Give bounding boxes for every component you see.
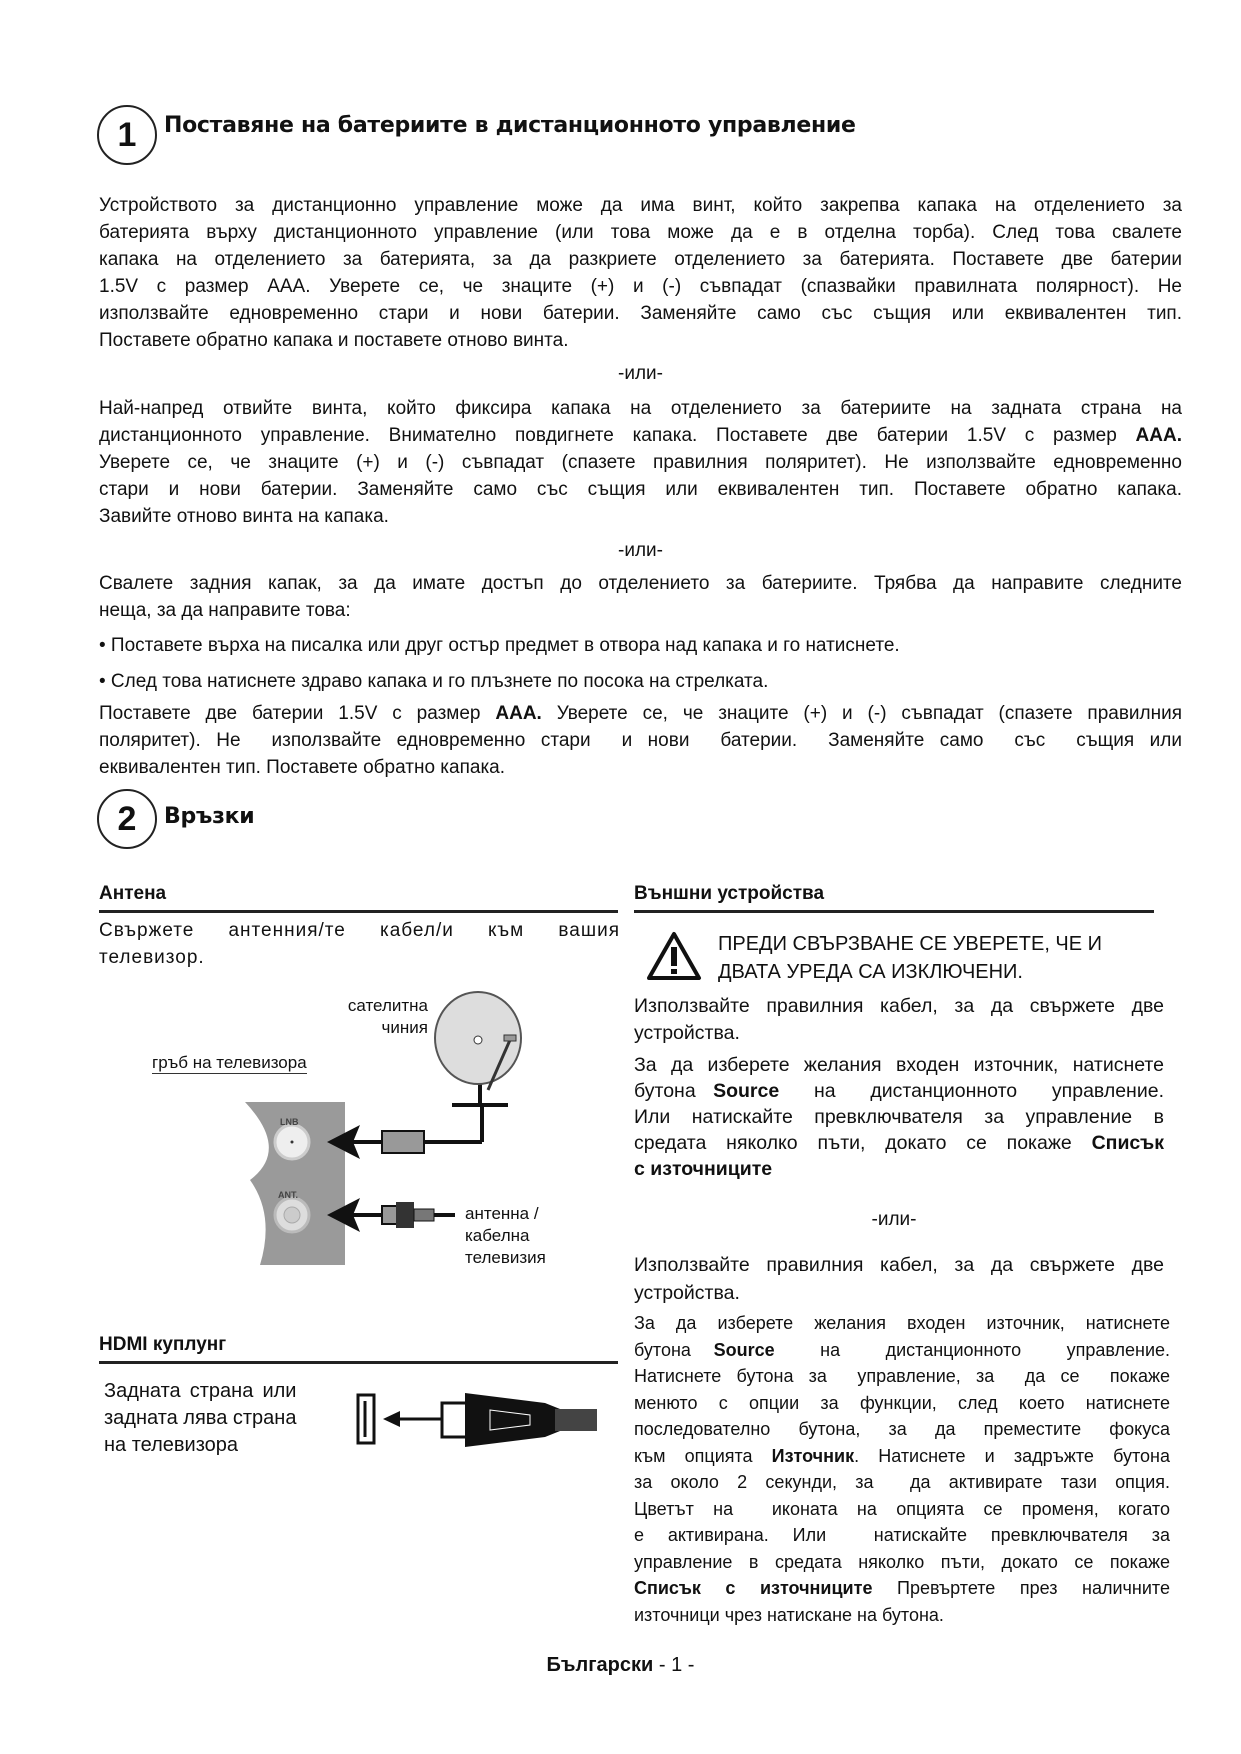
paragraph bbox=[634, 1052, 1164, 1182]
dish-label bbox=[318, 995, 428, 1039]
text-line bbox=[99, 597, 1182, 624]
paragraph bbox=[99, 700, 1182, 781]
bold-text: Source bbox=[713, 1339, 775, 1360]
text: еквивалентен тип. Поставете обратно капака. bbox=[99, 757, 506, 778]
warning-icon bbox=[645, 930, 703, 982]
paragraph bbox=[99, 192, 1182, 354]
text: Най-напред отвийте винта, който фиксира капака на отделението за батериите на задната страна на bbox=[99, 398, 1182, 419]
paragraph bbox=[104, 1378, 296, 1459]
text: Натиснете бутона за управление, за да се покаже bbox=[634, 1366, 1170, 1386]
text: Устройството за дистанционно управление може да има винт, който закрепва капака на отделението за bbox=[99, 195, 1182, 216]
text-line bbox=[99, 632, 1182, 659]
warning-text bbox=[718, 930, 1102, 986]
text-line bbox=[99, 422, 1182, 449]
text: Поставете две батерии 1.5V с размер bbox=[99, 703, 496, 724]
bold-text: с източниците bbox=[634, 1158, 773, 1180]
text-line bbox=[99, 944, 620, 971]
text-line bbox=[634, 1390, 1170, 1417]
text-line bbox=[634, 1337, 1170, 1364]
text-line bbox=[99, 917, 620, 944]
text-line bbox=[99, 700, 1182, 727]
text: 1.5V с размер AAA. Уверете се, че знаците (+) и (-) съвпадат (спазвайки правилната полярност). Не bbox=[99, 276, 1182, 297]
text-line bbox=[104, 1405, 296, 1432]
text: Използвайте правилния кабел, за да свържете две bbox=[634, 995, 1164, 1017]
text-line bbox=[634, 1130, 1164, 1156]
text-line bbox=[104, 1378, 296, 1405]
text-line bbox=[99, 192, 1182, 219]
section-number-badge: 1 bbox=[97, 105, 157, 165]
text: Свържете антенния/те кабел/и към вашия bbox=[99, 920, 620, 941]
text: Или натискайте превключвателя за управление в bbox=[634, 1106, 1164, 1128]
text-line bbox=[104, 1432, 296, 1459]
bold-text: Списък с източниците bbox=[634, 1578, 873, 1598]
text-line bbox=[634, 1602, 1170, 1629]
text-line bbox=[634, 1416, 1170, 1443]
cable-label-line: антенна / bbox=[465, 1204, 539, 1223]
paragraph bbox=[99, 570, 1182, 624]
text: Превъртете през наличните bbox=[872, 1578, 1170, 1598]
text-line bbox=[99, 570, 1182, 597]
text: на телевизора bbox=[104, 1434, 239, 1456]
text: батерията върху дистанционното управление (или това може да е в отделна торба). След това свалете bbox=[99, 222, 1182, 243]
cable-label-line: телевизия bbox=[465, 1248, 546, 1267]
text-line bbox=[634, 1549, 1170, 1576]
or-text: -или- bbox=[871, 1209, 917, 1230]
text-line bbox=[634, 1279, 1164, 1307]
bullet-item bbox=[99, 632, 1182, 659]
text: Свалете задния капак, за да имате достъп до отделението за батериите. Трябва да направите следните bbox=[99, 573, 1182, 594]
text: дистанционното управление. Внимателно повдигнете капака. Поставете две батерии 1.5V с размер bbox=[99, 425, 1136, 446]
antenna-heading: Антена bbox=[99, 883, 167, 904]
text: • Поставете върха на писалка или друг остър предмет в отвора над капака и го натиснете. bbox=[99, 635, 900, 656]
text-line bbox=[634, 1156, 1164, 1182]
text: стари и нови батерии. Заменяйте само със същия или еквивалентен тип. Поставете обратно капака. bbox=[99, 479, 1182, 500]
text-line bbox=[99, 449, 1182, 476]
hdmi-connector-diagram bbox=[350, 1375, 600, 1465]
bold-text: Списък bbox=[1091, 1132, 1164, 1154]
text-line bbox=[634, 1104, 1164, 1130]
text: Уверете се, че знаците (+) и (-) съвпадат (спазете правилния bbox=[541, 703, 1183, 724]
or-text: -или- bbox=[618, 540, 663, 561]
text-line bbox=[99, 668, 1182, 695]
text: поляритет). Не използвайте едновременно стари и нови батерии. Заменяйте само със същия или bbox=[99, 730, 1182, 751]
or-separator bbox=[99, 537, 1182, 564]
warning-line: ДВАТА УРЕДА СА ИЗКЛЮЧЕНИ. bbox=[718, 961, 1023, 983]
text: За да изберете желания входен източник, натиснете bbox=[634, 1054, 1164, 1076]
text: използвайте едновременно стари и нови батерии. Заменяйте само със същия или еквивалентен тип. bbox=[99, 303, 1182, 324]
text: средата няколко пъти, докато се покаже bbox=[634, 1132, 1092, 1154]
or-separator bbox=[634, 1206, 1154, 1233]
text-line bbox=[99, 503, 1182, 530]
text-line bbox=[634, 1496, 1170, 1523]
paragraph bbox=[634, 994, 1164, 1048]
text: телевизор. bbox=[99, 947, 205, 968]
text: • След това натиснете здраво капака и го плъзнете по посока на стрелката. bbox=[99, 671, 769, 692]
text-line bbox=[99, 727, 1182, 754]
text: е активирана. Или натискайте превключвателя за bbox=[634, 1525, 1170, 1545]
text: устройства. bbox=[634, 1022, 740, 1044]
text-line bbox=[99, 476, 1182, 503]
text-line bbox=[99, 395, 1182, 422]
text-line bbox=[99, 754, 1182, 781]
text-line bbox=[634, 1078, 1164, 1104]
text-line bbox=[634, 994, 1164, 1021]
hdmi-heading: HDMI куплунг bbox=[99, 1334, 227, 1355]
text: към опцията bbox=[634, 1445, 772, 1466]
lnb-label: LNB bbox=[280, 1117, 299, 1127]
text-line bbox=[99, 273, 1182, 300]
text: на дистанционното управление. bbox=[774, 1339, 1171, 1360]
bold-text: Източник bbox=[771, 1445, 855, 1466]
text: управление в средата няколко пъти, докато се покаже bbox=[634, 1551, 1170, 1572]
coax-connector bbox=[382, 1131, 424, 1153]
paragraph bbox=[99, 917, 620, 971]
text-line bbox=[634, 1310, 1170, 1337]
text-line bbox=[99, 219, 1182, 246]
page-footer bbox=[0, 1654, 1241, 1677]
cable-label-line: кабелна bbox=[465, 1226, 530, 1245]
section-number-badge: 2 bbox=[97, 789, 157, 849]
text: За да изберете желания входен източник, натиснете bbox=[634, 1313, 1170, 1333]
text: на дистанционното управление. bbox=[779, 1080, 1164, 1102]
text: бутона bbox=[634, 1339, 714, 1360]
text-line bbox=[634, 1363, 1170, 1390]
bold-text: Source bbox=[713, 1080, 780, 1102]
text-line bbox=[634, 1052, 1164, 1078]
text-line bbox=[634, 1469, 1170, 1496]
or-text: -или- bbox=[618, 363, 663, 384]
footer-language: Български bbox=[546, 1654, 654, 1676]
text: източници чрез натискане на бутона. bbox=[634, 1604, 944, 1625]
text: капака на отделението за батерията, за да разкриете отделението за батерията. Поставете две батерии bbox=[99, 249, 1182, 270]
divider bbox=[99, 910, 618, 913]
page-number: - 1 - bbox=[653, 1654, 695, 1676]
text: Поставете обратно капака и поставете отново винта. bbox=[99, 330, 569, 351]
text-line bbox=[634, 1021, 1164, 1048]
section-title: Връзки bbox=[164, 804, 255, 829]
divider bbox=[99, 1361, 618, 1364]
text-line bbox=[634, 1251, 1164, 1279]
bullet-item bbox=[99, 668, 1182, 695]
text-line bbox=[634, 1522, 1170, 1549]
arrow-icon bbox=[383, 1411, 400, 1427]
dish-label-line: чиния bbox=[381, 1018, 428, 1037]
cable-label bbox=[465, 1203, 546, 1269]
text-line bbox=[99, 246, 1182, 273]
text: Задната страна или bbox=[104, 1380, 297, 1402]
paragraph bbox=[99, 395, 1182, 530]
divider bbox=[634, 910, 1154, 913]
text-line bbox=[99, 327, 1182, 354]
bold-text: AAA. bbox=[1135, 425, 1182, 446]
text: бутона bbox=[634, 1080, 714, 1102]
text: менюто с опции за функции, след което натиснете bbox=[634, 1392, 1170, 1413]
text: . Натиснете и задръжте бутона bbox=[854, 1445, 1170, 1466]
antenna-plug bbox=[396, 1202, 414, 1228]
text: неща, за да направите това: bbox=[99, 600, 351, 621]
text: последователно бутона, за да преместите фокуса bbox=[634, 1419, 1170, 1439]
dish-label-line: сателитна bbox=[347, 996, 428, 1015]
text: Цветът на иконата на опцията се променя, когато bbox=[634, 1498, 1170, 1519]
paragraph bbox=[634, 1310, 1170, 1628]
text-line bbox=[634, 1443, 1170, 1470]
tv-back-label: гръб на телевизора bbox=[152, 1053, 307, 1072]
text: Завийте отново винта на капака. bbox=[99, 506, 389, 527]
text-line bbox=[99, 300, 1182, 327]
text-line bbox=[634, 1575, 1170, 1602]
external-devices-heading: Външни устройства bbox=[634, 883, 825, 904]
warning-line: ПРЕДИ СВЪРЗВАНЕ СЕ УВЕРЕТЕ, ЧЕ И bbox=[718, 933, 1103, 955]
ant-label: ANT. bbox=[278, 1190, 298, 1200]
text: за около 2 секунди, за да активирате тази опция. bbox=[634, 1472, 1170, 1492]
section-title: Поставяне на батериите в дистанционното управление bbox=[164, 113, 856, 138]
paragraph bbox=[634, 1251, 1164, 1307]
or-separator bbox=[99, 360, 1182, 387]
text: задната лява страна bbox=[104, 1407, 297, 1429]
text: устройства. bbox=[634, 1282, 740, 1304]
text: Уверете се, че знаците (+) и (-) съвпадат (спазете правилния поляритет). Не използвайте едновременно bbox=[99, 452, 1182, 473]
text: Използвайте правилния кабел, за да свържете две bbox=[634, 1254, 1164, 1276]
bold-text: AAA. bbox=[495, 703, 542, 724]
